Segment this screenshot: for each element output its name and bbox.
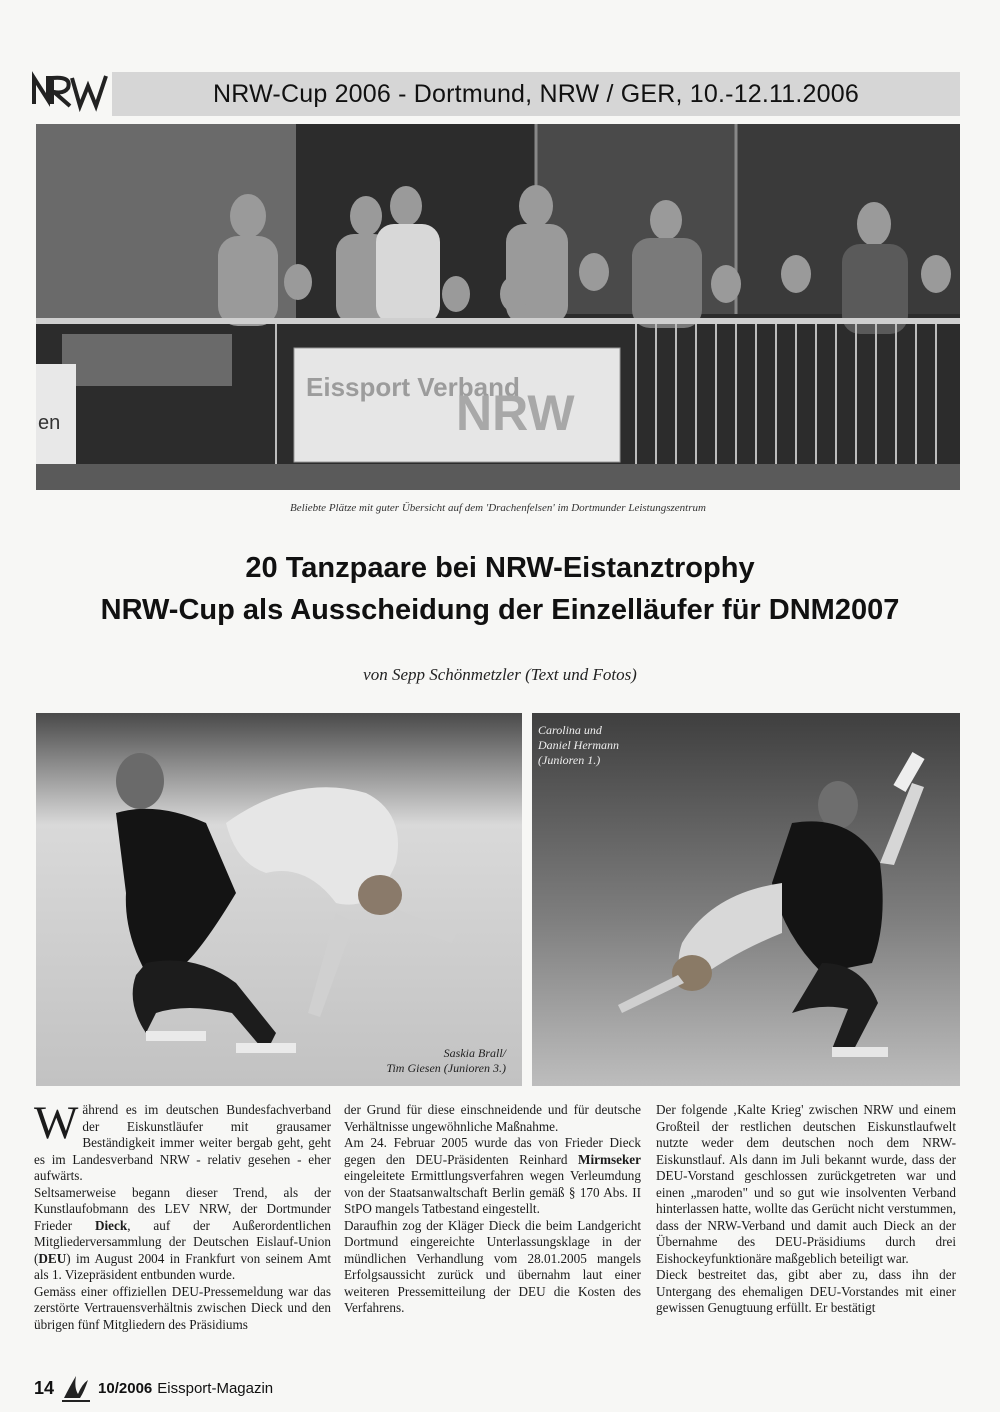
right-caption-line: (Junioren 1.): [538, 753, 601, 767]
drop-cap: W: [34, 1097, 79, 1149]
paragraph-text: ährend es im deutschen Bundesfachverband der Eiskunstläufer mit grausamer Beständigkeit immer weiter bergab geht, geht es im Landesverband NRW - relativ gesehen - eher aufwärts.: [34, 1102, 331, 1183]
page-number: 14: [34, 1377, 55, 1398]
paragraph-text: Am 24. Februar 2005 wurde das von Frieder Dieck gegen den DEU-Präsidenten Reinhard: [344, 1135, 641, 1167]
paragraph: Gemäss einer offiziellen DEU-Pressemeldung war das zerstörte Vertrauensverhältnis zwischen Dieck und den übrigen fünf Mitgliedern des Präsidiums: [34, 1283, 331, 1332]
article-column-1: [34, 1097, 331, 1333]
banner-logo: NRW: [456, 385, 575, 441]
paragraph: [34, 1185, 331, 1284]
page-footer: [34, 1372, 273, 1404]
event-title: NRW-Cup 2006 - Dortmund, NRW / GER, 10.-12.11.2006: [213, 79, 859, 108]
event-header: [112, 72, 960, 116]
bold-name: Mirmseker: [578, 1151, 641, 1167]
magazine-name: Eissport-Magazin: [157, 1379, 274, 1397]
left-caption-line: Saskia Brall/: [443, 1046, 506, 1060]
headline-secondary: NRW-Cup als Ausscheidung der Einzelläufer für DNM2007: [100, 594, 900, 626]
top-photo-caption: Beliebte Plätze mit guter Übersicht auf dem 'Drachenfelsen' im Dortmunder Leistungszentrum: [290, 502, 706, 514]
dance-pair-photo-left: [36, 713, 522, 1086]
paragraph-text: ) im August 2004 in Frankfurt von seinem Amt als 1. Vizepräsident entbunden wurde.: [34, 1250, 331, 1282]
wall-sign-text: en: [38, 412, 61, 434]
banner-text: Eissport Verband: [306, 372, 520, 402]
bold-name: DEU: [38, 1250, 67, 1266]
article-column-2: [344, 1102, 641, 1317]
paragraph: Dieck bestreitet das, gibt aber zu, dass ihn der Untergang des ehemaligen DEU-Vorstandes mit einer gewissen Genugtuung erfüllt. Er bestätigt: [656, 1267, 956, 1315]
paragraph: [344, 1135, 641, 1218]
paragraph: [34, 1097, 331, 1185]
paragraph-text: Seltsamerweise begann dieser Trend, als der Kunstlaufobmann des LEV NRW, der Dortmunder Frieder: [34, 1184, 331, 1233]
paragraph: Der folgende ‚Kalte Krieg' zwischen NRW und einem Großteil der restlichen deutschen Eiskunstlaufwelt nutzte weder dem deutschen noch dem NRW-Eiskunstlauf. Als dann im Juli bekannt wurde, dass der DEU-Vorstand geschlossen zurückgetreten war und einen „maroden" und so gut wie insolventen Verband hinterlassen hatte, wollte das Gerücht nicht verstummen, dass der NRW-Verband und damit auch Dieck an der Übernahme des DEU-Präsidiums durch drei Eishockeyfunktionäre maßgeblich beteiligt war.: [656, 1102, 956, 1266]
spectators-photo: [36, 124, 960, 490]
left-photo-caption: [330, 1046, 506, 1076]
bold-name: Dieck: [94, 1217, 128, 1233]
right-photo-caption: [538, 723, 698, 768]
magazine-bird-icon: [60, 1372, 92, 1404]
paragraph: der Grund für diese einschneidende und für deutsche Verhältnisse ungewöhnliche Maßnahme.: [344, 1102, 641, 1134]
paragraph-text: eingeleitete Ermittlungsverfahren wegen Verleumdung von der Staatsanwaltschaft Berlin gemäß § 170 Abs. II StPO mangels Tatbestand eingestellt.: [344, 1168, 641, 1216]
headline-primary: 20 Tanzpaare bei NRW-Eistanztrophy: [245, 552, 755, 584]
issue-number: 10/2006: [98, 1379, 153, 1397]
left-caption-line: Tim Giesen (Junioren 3.): [386, 1061, 506, 1075]
right-caption-line: Daniel Hermann: [538, 738, 619, 752]
paragraph-text: , auf der Außerordentlichen Mitgliederversammlung der Deutschen Eislauf-Union (: [34, 1217, 331, 1266]
nrw-logo: [28, 66, 110, 114]
byline: von Sepp Schönmetzler (Text und Fotos): [363, 665, 637, 684]
paragraph: Daraufhin zog der Kläger Dieck die beim Landgericht Dortmund eingereichte Unterlassungsklage in der mündlichen Verhandlung vom 28.01.2005 mangels Erfolgsaussicht zurück und übernahm laut einer weiteren Pressemitteilung der DEU die Kosten des Verfahrens.: [344, 1217, 641, 1315]
right-caption-line: Carolina und: [538, 723, 602, 737]
dance-pair-photo-right: [532, 713, 960, 1086]
article-column-3: [656, 1102, 956, 1317]
